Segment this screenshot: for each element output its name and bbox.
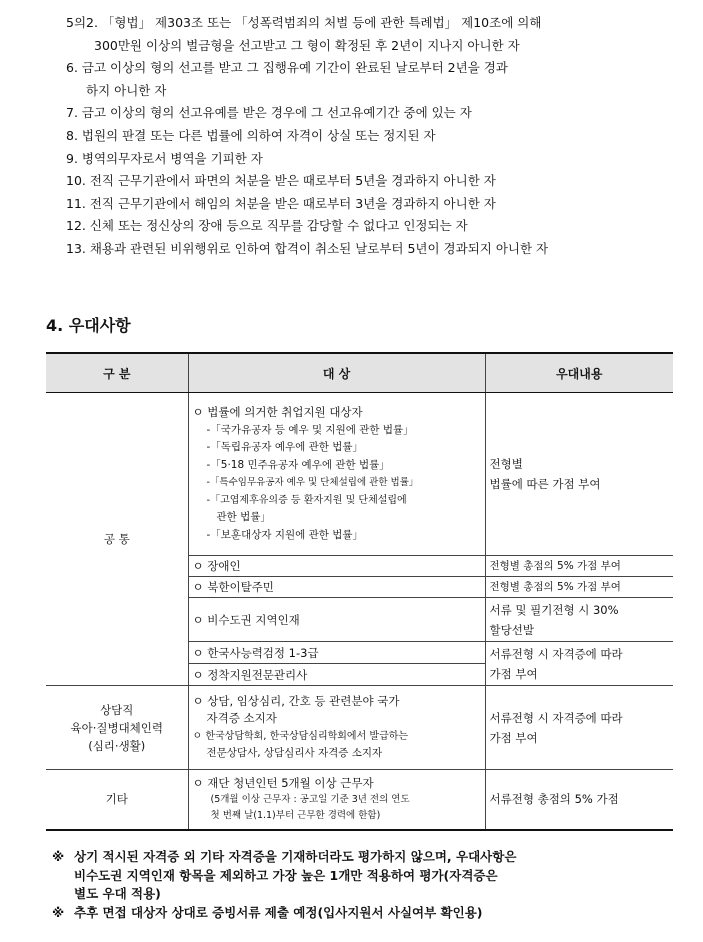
table-row bbox=[46, 770, 673, 830]
benefit-text: 전형별 bbox=[489, 457, 523, 471]
list-item-continuation: 하지 아니한 자 bbox=[86, 82, 167, 98]
law-item: -「독립유공자 예우에 관한 법률」 bbox=[206, 441, 364, 453]
target-cell bbox=[188, 770, 485, 830]
law-item-continuation: 관한 법률」 bbox=[216, 511, 271, 523]
benefit-cell bbox=[485, 598, 673, 642]
benefit-cell: 서류전형 총점의 5% 가점 bbox=[485, 770, 673, 830]
target-text: ㅇ 한국상담학회, 한국상담심리학회에서 발급하는 bbox=[192, 730, 409, 742]
list-item-text: 8. 법원의 판결 또는 다른 법률에 의하여 자격이 상실 또는 정지된 자 bbox=[66, 127, 436, 143]
target-cell: ㅇ 북한이탈주민 bbox=[188, 577, 485, 598]
note-mark: ※ bbox=[52, 904, 65, 920]
benefit-text: 가점 부여 bbox=[489, 666, 538, 681]
table-row bbox=[46, 393, 673, 556]
category-common: 공 통 bbox=[46, 393, 188, 686]
benefit-text: 할당선발 bbox=[489, 622, 534, 637]
law-item: -「5·18 민주유공자 예우에 관한 법률」 bbox=[206, 458, 390, 471]
law-item: -「고엽제후유의증 등 환자지원 및 단체설립에 bbox=[206, 494, 407, 506]
target-text: ㅇ 재단 청년인턴 5개월 이상 근무자 bbox=[192, 775, 374, 790]
eligibility-list bbox=[66, 12, 691, 261]
list-item-text: 13. 채용과 관련된 비위행위로 인하여 합격이 취소된 날로부터 5년이 경과되지 아니한 자 bbox=[66, 240, 549, 256]
law-item: -「보훈대상자 지원에 관한 법률」 bbox=[206, 528, 364, 541]
law-item: -「국가유공자 등 예우 및 지원에 관한 법률」 bbox=[206, 423, 414, 436]
benefit-cell bbox=[485, 642, 673, 686]
note-text: 추후 면접 대상자 상대로 증빙서류 제출 예정(입사지원서 사실여부 확인용) bbox=[74, 904, 483, 920]
list-item-text: 5의2. 「형법」 제303조 또는 「성폭력범죄의 처벌 등에 관한 특례법」 제10조에 의해 bbox=[66, 15, 542, 30]
list-item bbox=[66, 57, 691, 102]
list-item bbox=[66, 193, 691, 216]
target-cell: ㅇ 비수도권 지역인재 bbox=[188, 598, 485, 642]
benefit-cell: 전형별 총점의 5% 가점 부여 bbox=[485, 556, 673, 577]
benefit-text: 법률에 따른 가점 부여 bbox=[489, 477, 601, 491]
note-item bbox=[52, 904, 682, 923]
list-item bbox=[66, 125, 691, 148]
note-mark: ※ bbox=[52, 849, 65, 864]
law-item: -「특수임무유공자 예우 및 단체설립에 관한 법률」 bbox=[206, 477, 419, 488]
list-item bbox=[66, 12, 691, 57]
list-item bbox=[66, 170, 691, 193]
list-item-text: 10. 전직 근무기관에서 파면의 처분을 받은 때로부터 5년을 경과하지 아니한 자 bbox=[66, 173, 496, 189]
target-text: ㅇ 상담, 임상심리, 간호 등 관련분야 국가 bbox=[192, 693, 400, 708]
target-cell: ㅇ 장애인 bbox=[188, 556, 485, 577]
benefit-text: 서류전형 시 자격증에 따라 bbox=[489, 646, 623, 661]
list-item-text: 7. 금고 이상의 형의 선고유예를 받은 경우에 그 선고유예기간 중에 있는 자 bbox=[66, 105, 472, 121]
list-item-text: 12. 신체 또는 정신상의 장애 등으로 직무를 감당할 수 없다고 인정되는 자 bbox=[66, 218, 468, 234]
list-item-text: 9. 병역의무자로서 병역을 기피한 자 bbox=[66, 150, 263, 166]
preference-table bbox=[46, 352, 673, 831]
table-header-row bbox=[46, 353, 673, 393]
note-continuation: 비수도권 지역인재 항목을 제외하고 가장 높은 1개만 적용하여 평가(자격증은 bbox=[74, 867, 498, 883]
benefit-cell: 전형별 총점의 5% 가점 부여 bbox=[485, 577, 673, 598]
target-cell bbox=[188, 686, 485, 770]
list-item bbox=[66, 102, 691, 125]
benefit-cell bbox=[485, 686, 673, 770]
list-item bbox=[66, 215, 691, 238]
header-category: 구 분 bbox=[46, 353, 188, 393]
benefit-text: 가점 부여 bbox=[489, 730, 538, 745]
benefit-text: 서류전형 시 자격증에 따라 bbox=[489, 710, 623, 725]
note-item bbox=[52, 848, 682, 904]
category-counsel bbox=[46, 686, 188, 770]
target-cell: ㅇ 한국사능력검정 1-3급 bbox=[188, 642, 485, 664]
list-item-text: 6. 금고 이상의 형의 선고를 받고 그 집행유예 기간이 완료된 날로부터 2년을 경과 bbox=[66, 60, 508, 76]
category-text: (심리·생활) bbox=[88, 738, 146, 753]
target-cell bbox=[188, 393, 485, 556]
table-row bbox=[46, 686, 673, 770]
category-text: 육아·질병대체인력 bbox=[70, 720, 164, 735]
target-text: ㅇ 법률에 의거한 취업지원 대상자 bbox=[192, 405, 363, 419]
section-title: 4. 우대사항 bbox=[46, 316, 131, 335]
list-item bbox=[66, 238, 691, 261]
note-text: 상기 적시된 자격증 외 기타 자격증을 기재하더라도 평가하지 않으며, 우대사항은 bbox=[74, 849, 517, 864]
target-text: 전문상담사, 상담심리사 자격증 소지자 bbox=[206, 747, 383, 759]
benefit-cell bbox=[485, 393, 673, 556]
list-item-continuation: 300만원 이상의 벌금형을 선고받고 그 형이 확정된 후 2년이 지나지 아니한 자 bbox=[94, 37, 520, 53]
target-cell: ㅇ 정착지원전문관리사 bbox=[188, 664, 485, 686]
target-text: 자격증 소지자 bbox=[206, 711, 277, 725]
category-other: 기타 bbox=[46, 770, 188, 830]
target-note: (5개월 이상 근무자 : 공고일 기준 3년 전의 연도 bbox=[210, 794, 410, 805]
benefit-text: 서류 및 필기전형 시 30% bbox=[489, 602, 619, 617]
note-continuation: 별도 우대 적용) bbox=[74, 886, 161, 901]
notes bbox=[52, 848, 682, 922]
list-item bbox=[66, 148, 691, 171]
list-item-text: 11. 전직 근무기관에서 해임의 처분을 받은 때로부터 3년을 경과하지 아니한 자 bbox=[66, 195, 496, 211]
target-note: 첫 번째 날(1.1)부터 근무한 경력에 한함) bbox=[210, 810, 381, 821]
header-target: 대 상 bbox=[188, 353, 485, 393]
header-benefit: 우대내용 bbox=[485, 353, 673, 393]
category-text: 상담직 bbox=[100, 702, 134, 717]
